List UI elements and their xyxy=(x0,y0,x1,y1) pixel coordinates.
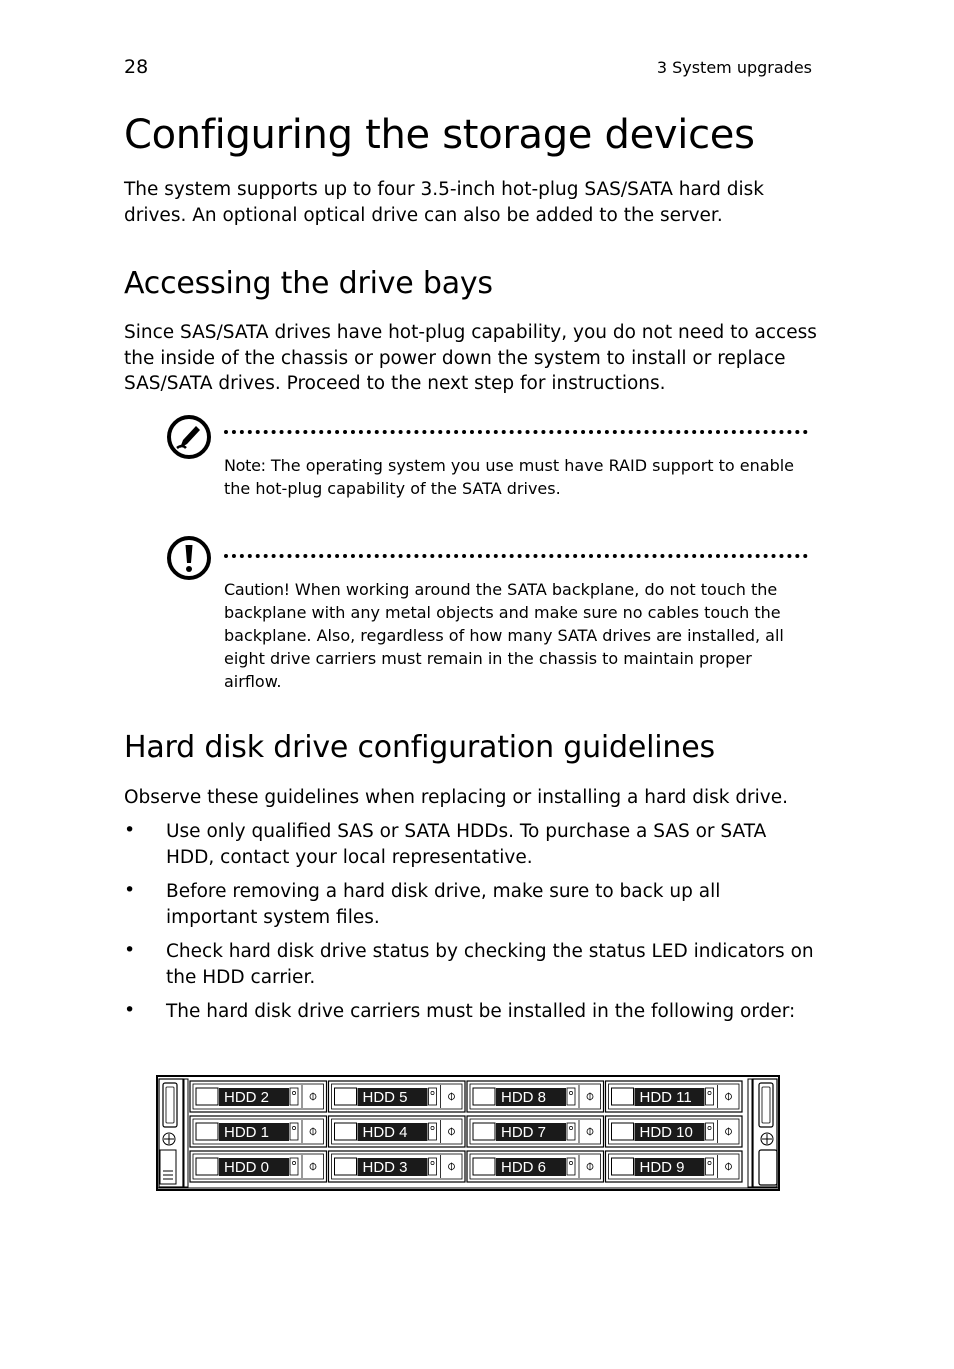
bullet-marker: • xyxy=(124,999,136,1021)
caution-body: When working around the SATA backplane, do not touch the backplane with any metal objects and make sure no cables touch the backplane. Also, regardless of how many SATA drives are installed, all eight drive carriers must remain in the chassis to maintain proper airflow. xyxy=(224,580,784,691)
caution-exclamation-icon xyxy=(166,535,212,581)
hdd-bay[interactable] xyxy=(190,1116,327,1147)
heading-hdd-guidelines: Hard disk drive configuration guidelines xyxy=(124,730,715,765)
caution-divider xyxy=(224,554,808,558)
hdd-bay[interactable] xyxy=(467,1116,604,1147)
hdd-bay[interactable] xyxy=(329,1081,466,1112)
note-pen-icon xyxy=(166,414,212,460)
hdd-label: HDD 9 xyxy=(639,1159,685,1176)
heading-drive-bays: Accessing the drive bays xyxy=(124,266,493,301)
hdd-bay[interactable] xyxy=(190,1151,327,1182)
hdd-label: HDD 1 xyxy=(224,1124,270,1141)
caution-text xyxy=(224,578,794,693)
hdd-label: HDD 0 xyxy=(224,1159,270,1176)
hdd-label: HDD 8 xyxy=(501,1089,547,1106)
page-number: 28 xyxy=(124,56,149,78)
hdd-bay[interactable] xyxy=(329,1116,466,1147)
hdd-bay[interactable] xyxy=(329,1151,466,1182)
caution-label: Caution! xyxy=(224,580,290,599)
bullet-marker: • xyxy=(124,819,136,841)
bullet-item: Use only qualified SAS or SATA HDDs. To purchase a SAS or SATA HDD, contact your local representative. xyxy=(166,821,767,868)
hdd-label: HDD 6 xyxy=(501,1159,547,1176)
hdd-label: HDD 3 xyxy=(362,1159,408,1176)
hdd-bay[interactable] xyxy=(467,1151,604,1182)
drive-bays-paragraph: Since SAS/SATA drives have hot-plug capability, you do not need to access the inside of the chassis or power down the system to install or replace SAS/SATA drives. Proceed to the next step for instructions. xyxy=(124,322,817,394)
note-text xyxy=(224,454,794,500)
hdd-bay[interactable] xyxy=(190,1081,327,1112)
bullet-marker: • xyxy=(124,939,136,961)
hdd-label: HDD 11 xyxy=(639,1089,692,1106)
hdd-label: HDD 2 xyxy=(224,1089,270,1106)
hdd-label: HDD 5 xyxy=(362,1089,408,1106)
bullet-item: Before removing a hard disk drive, make sure to back up all important system files. xyxy=(166,881,721,928)
page-title: Configuring the storage devices xyxy=(124,112,755,158)
hdd-bay[interactable] xyxy=(467,1081,604,1112)
bullet-marker: • xyxy=(124,879,136,901)
bullet-item: Check hard disk drive status by checking the status LED indicators on the HDD carrier. xyxy=(166,941,814,988)
note-label: Note: xyxy=(224,456,266,475)
hdd-bay[interactable] xyxy=(606,1151,743,1182)
hdd-label: HDD 10 xyxy=(639,1124,693,1141)
hdd-chassis-diagram xyxy=(156,1075,780,1191)
hdd-label: HDD 4 xyxy=(362,1124,408,1141)
bullet-item: The hard disk drive carriers must be installed in the following order: xyxy=(166,1001,796,1022)
hdd-guidelines-intro: Observe these guidelines when replacing or installing a hard disk drive. xyxy=(124,787,789,808)
hdd-bay[interactable] xyxy=(606,1081,743,1112)
note-body: The operating system you use must have RAID support to enable the hot-plug capability of the SATA drives. xyxy=(224,456,795,498)
running-header: 3 System upgrades xyxy=(656,58,812,77)
hdd-label: HDD 7 xyxy=(501,1124,547,1141)
note-divider xyxy=(224,430,808,434)
hdd-bay[interactable] xyxy=(606,1116,743,1147)
intro-paragraph: The system supports up to four 3.5-inch hot-plug SAS/SATA hard disk drives. An optional optical drive can also be added to the server. xyxy=(124,179,765,226)
